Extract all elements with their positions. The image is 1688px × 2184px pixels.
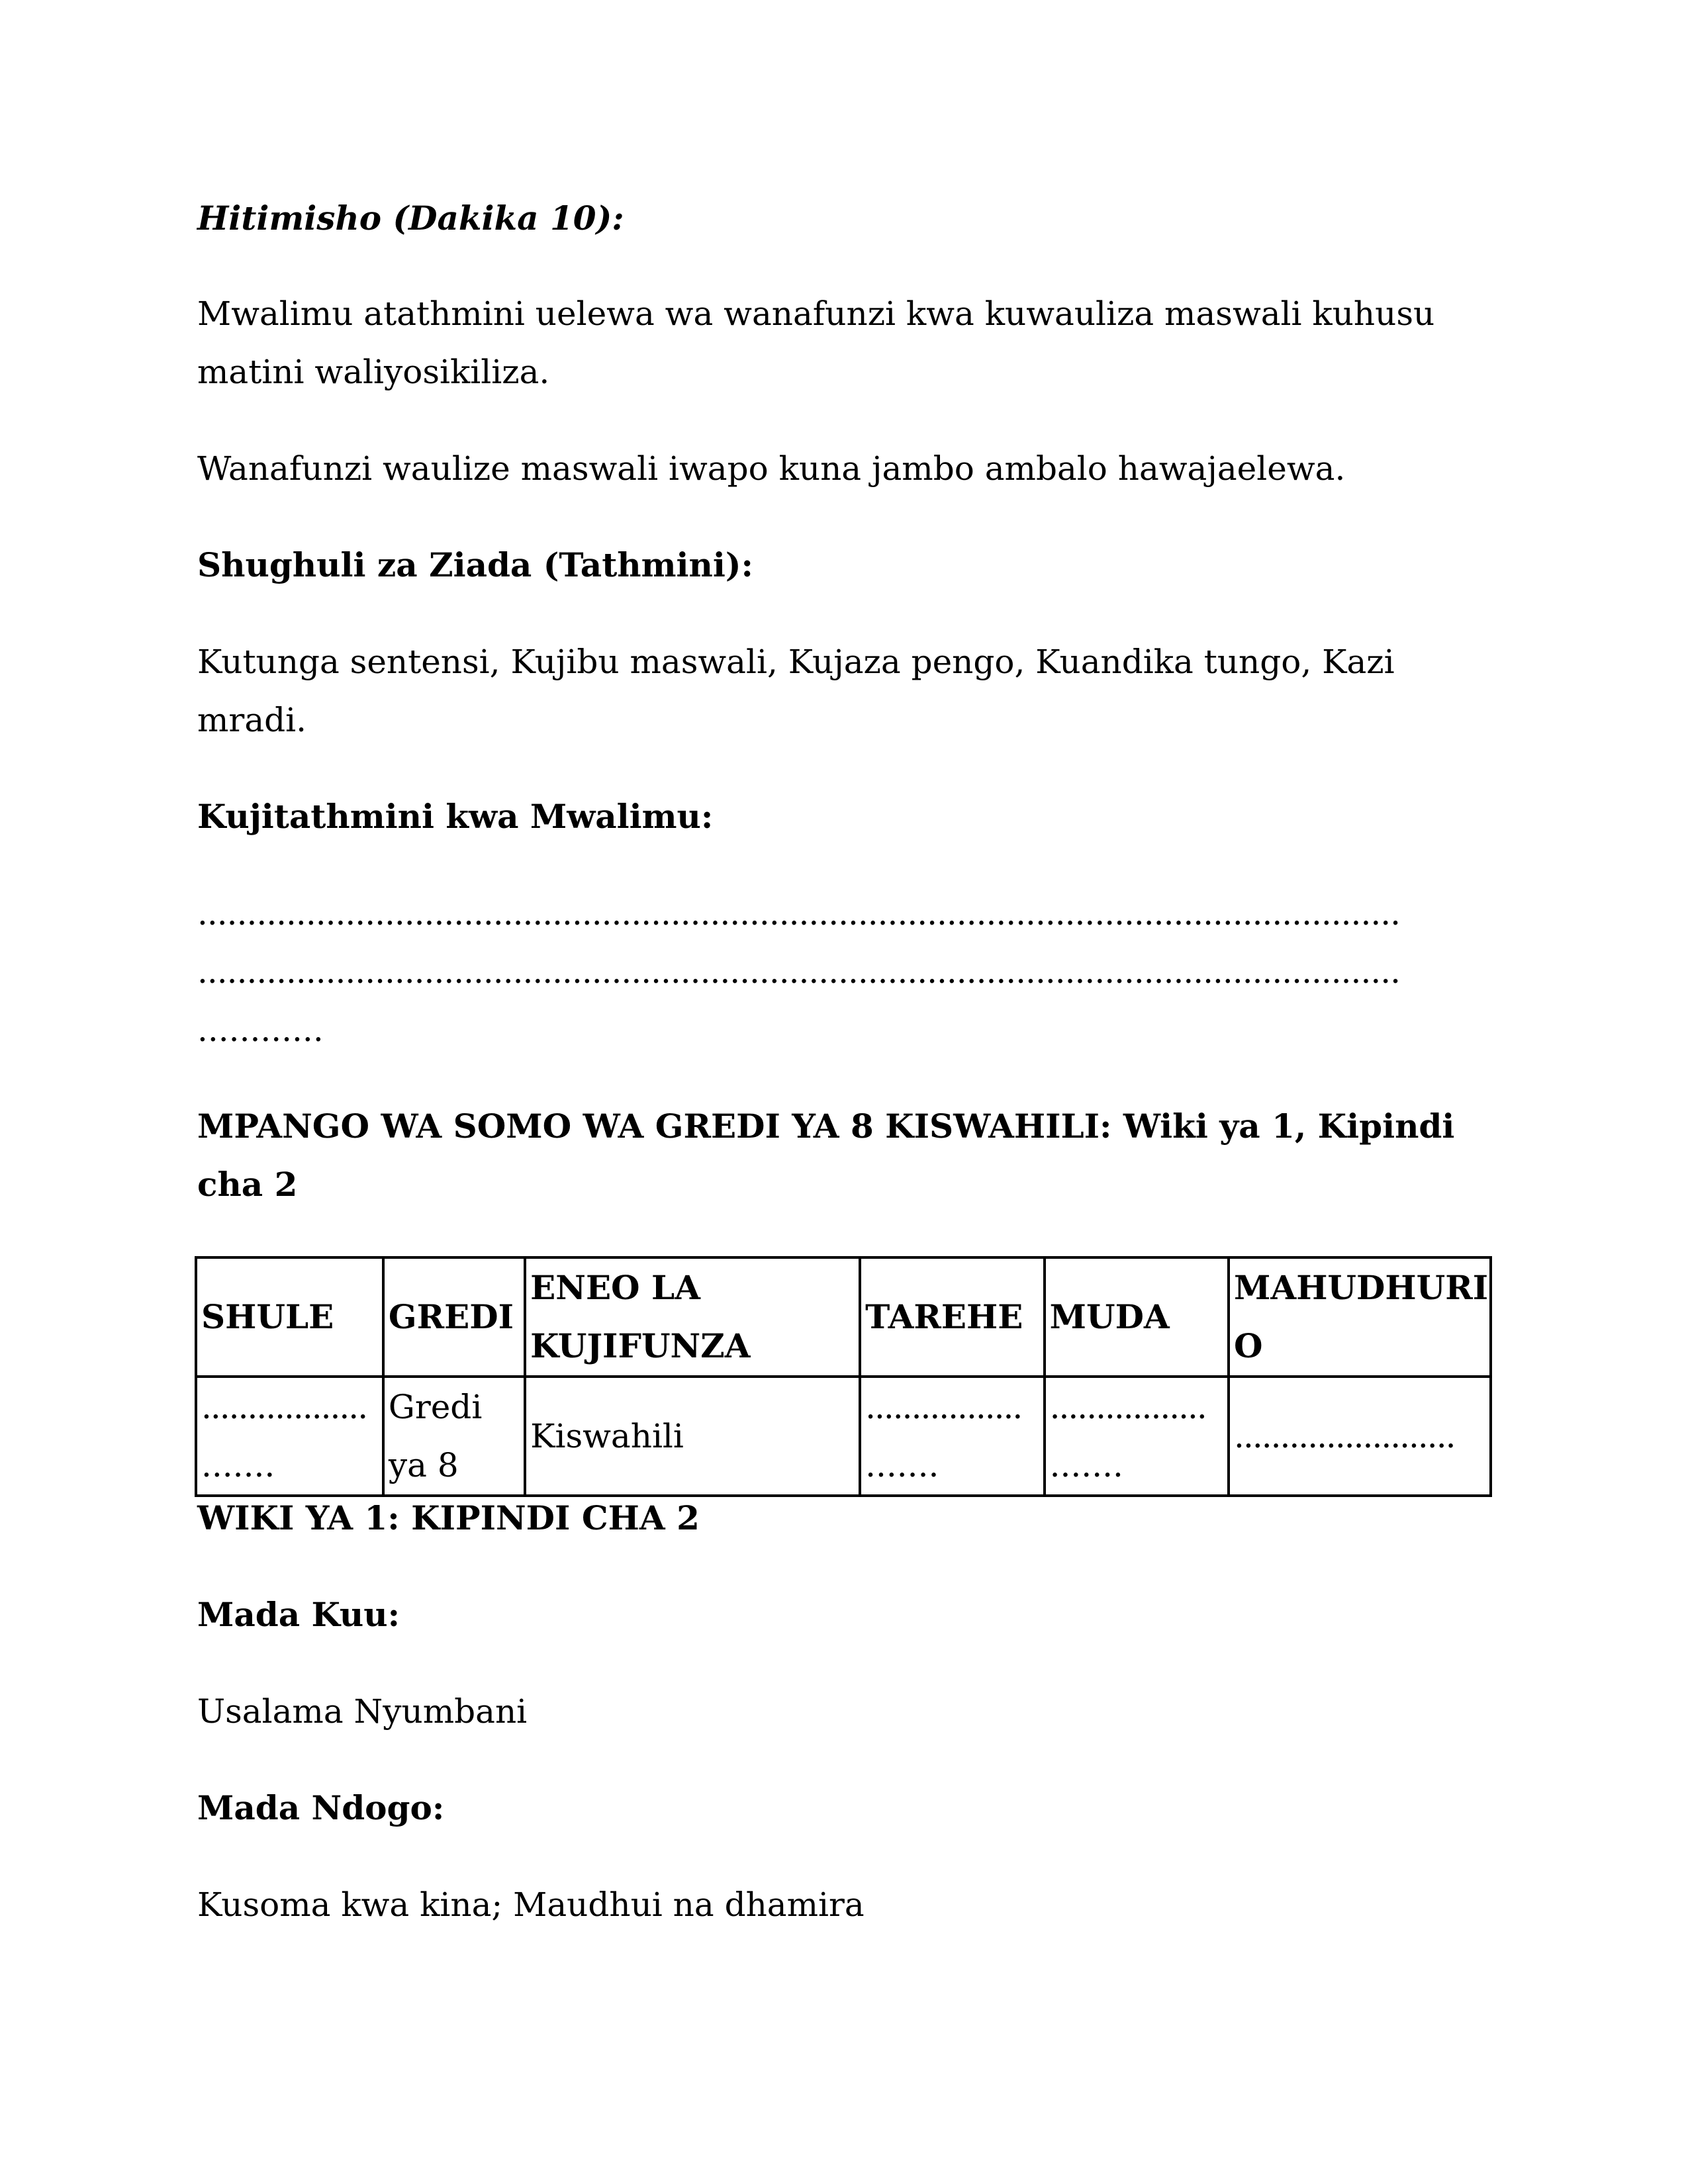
mpango-title-line1: MPANGO WA SOMO WA GREDI YA 8 KISWAHILI: Wiki ya 1, Kipindi <box>197 1107 1455 1146</box>
cell-shule: .................. ....... <box>196 1377 383 1496</box>
cell-eneo: Kiswahili <box>525 1377 860 1496</box>
mada-ndogo-heading: Mada Ndogo: <box>197 1788 445 1827</box>
header-shule: SHULE <box>196 1257 383 1377</box>
shughuli-line2: mradi. <box>197 701 307 739</box>
header-tarehe: TAREHE <box>860 1257 1045 1377</box>
table-header-row <box>196 1257 1491 1377</box>
mada-kuu-heading: Mada Kuu: <box>197 1595 400 1634</box>
cell-tarehe: ................. ....... <box>860 1377 1045 1496</box>
table-row <box>196 1377 1491 1496</box>
shughuli-heading: Shughuli za Ziada (Tathmini): <box>197 545 754 584</box>
cell-mahudhurio: ........................ <box>1229 1377 1491 1496</box>
hitimisho-para2: Wanafunzi waulize maswali iwapo kuna jambo ambalo hawajaelewa. <box>197 449 1346 488</box>
header-mahudhurio: MAHUDHURI O <box>1229 1257 1491 1377</box>
hitimisho-heading: Hitimisho (Dakika 10): <box>197 199 624 238</box>
kujitathmini-dots-line1: .......................................................................................................................... <box>197 894 1401 933</box>
cell-muda: ................. ....... <box>1045 1377 1229 1496</box>
lesson-info-table <box>195 1256 1492 1497</box>
kujitathmini-heading: Kujitathmini kwa Mwalimu: <box>197 797 714 836</box>
header-gredi: GREDI <box>383 1257 525 1377</box>
hitimisho-para1-line2: matini waliyosikiliza. <box>197 353 550 391</box>
kujitathmini-dots-line2: .......................................................................................................................... <box>197 952 1401 991</box>
header-muda: MUDA <box>1045 1257 1229 1377</box>
mada-kuu-value: Usalama Nyumbani <box>197 1692 528 1731</box>
hitimisho-para1-line1: Mwalimu atathmini uelewa wa wanafunzi kwa kuwauliza maswali kuhusu <box>197 295 1435 333</box>
header-eneo-la-kujifunza: ENEO LA KUJIFUNZA <box>525 1257 860 1377</box>
cell-gredi: Gredi ya 8 <box>383 1377 525 1496</box>
kujitathmini-dots-line3: ............ <box>197 1011 324 1049</box>
mada-ndogo-value: Kusoma kwa kina; Maudhui na dhamira <box>197 1886 865 1924</box>
mpango-title-line2: cha 2 <box>197 1165 298 1204</box>
wiki-heading: WIKI YA 1: KIPINDI CHA 2 <box>197 1498 700 1537</box>
shughuli-line1: Kutunga sentensi, Kujibu maswali, Kujaza pengo, Kuandika tungo, Kazi <box>197 643 1395 681</box>
